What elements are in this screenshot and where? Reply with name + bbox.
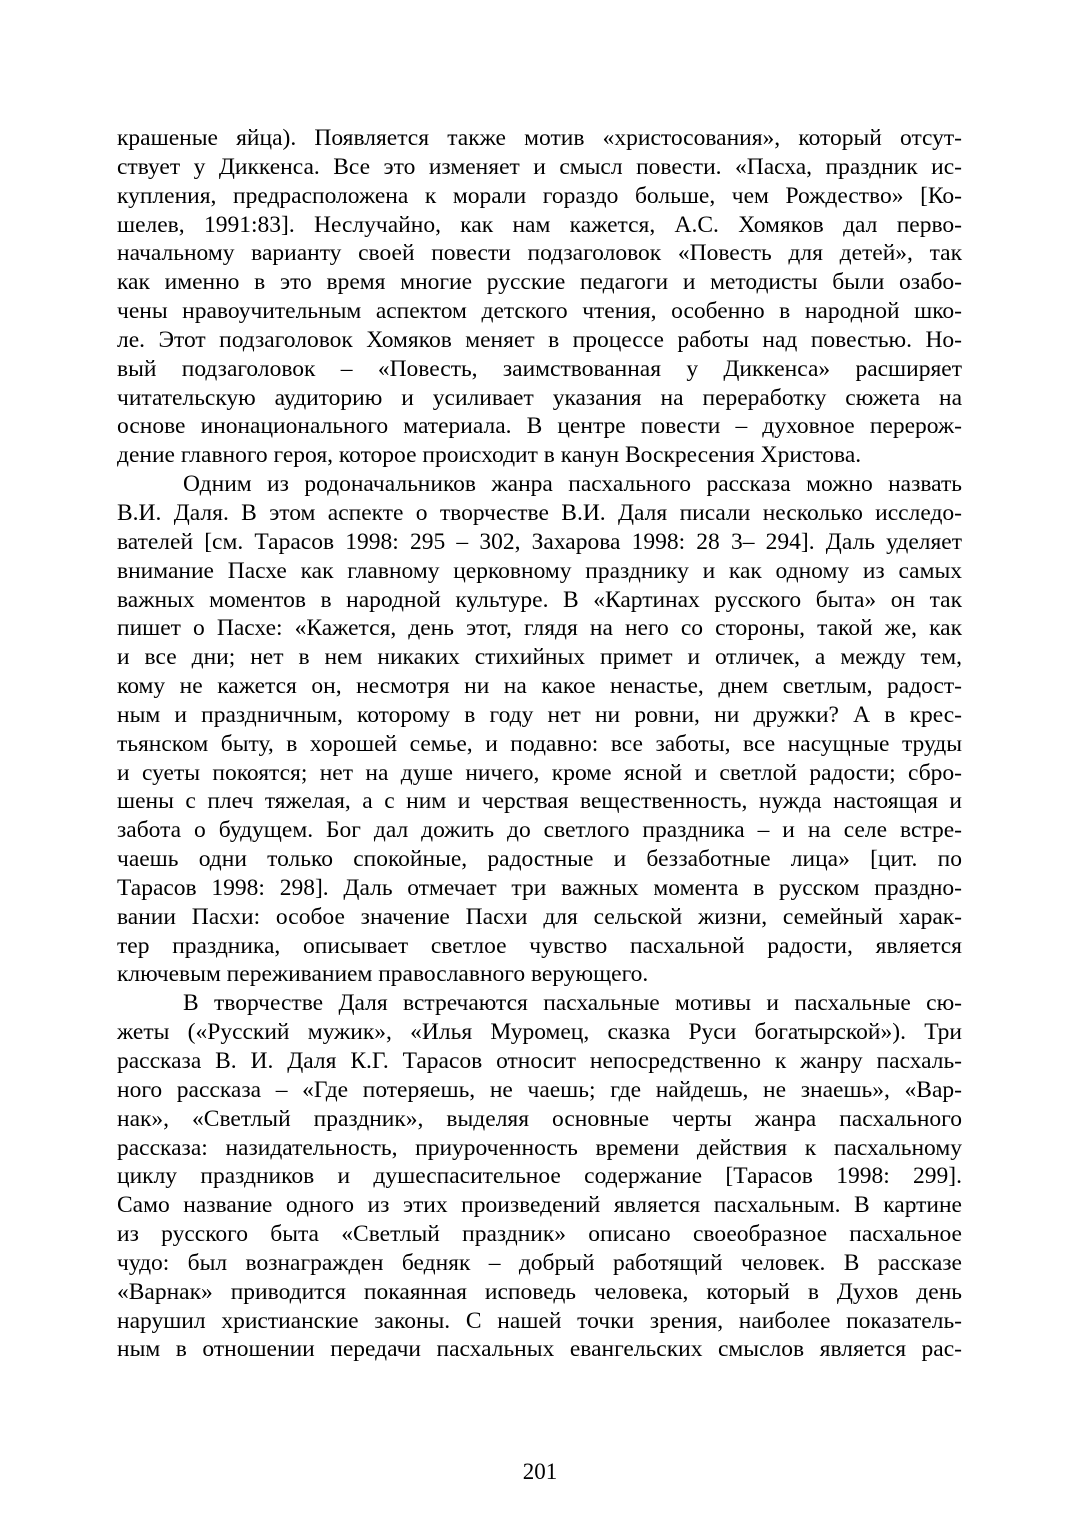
text-line: вании Пасхи: особое значение Пасхи для сельской жизни, семейный харак- (117, 903, 962, 930)
text-line: ключевым переживанием православного верующего. (117, 961, 649, 988)
text-line: жеты («Русский мужик», «Илья Муромец, сказка Руси богатырской»). Три (117, 1019, 962, 1046)
text-line: и суеты покоятся; нет на душе ничего, кроме ясной и светлой радости; сбро- (117, 759, 962, 786)
text-line: крашеные яйца). Появляется также мотив «христосования», который отсут- (117, 125, 962, 151)
text-line: ным и праздничным, которому в году нет ни ровни, ни дружки? А в крес- (117, 701, 962, 728)
text-line: рассказа В. И. Даля К.Г. Тарасов относит непосредственно к жанру пасхаль- (117, 1048, 962, 1074)
text-line: внимание Пасхе как главному церковному празднику и как одному из самых (117, 557, 962, 584)
text-line: Тарасов 1998: 298]. Даль отмечает три важных момента в русском праздно- (117, 874, 962, 901)
text-line: чудо: был вознагражден бедняк – добрый работящий человек. В рассказе (117, 1249, 962, 1276)
text-line: как именно в это время многие русские педагоги и методисты были озабо- (117, 269, 962, 296)
text-line: тьянском быту, в хорошей семье, и подавно: все заботы, все насущные труды (117, 730, 962, 757)
text-line: основе инонационального материала. В центре повести – духовное перерож- (117, 413, 962, 440)
text-line: купления, предрасположена к морали гораздо больше, чем Рождество» [Ко- (117, 182, 962, 209)
text-line: чаешь одни только спокойные, радостные и беззаботные лица» [цит. по (117, 846, 962, 873)
text-line: пишет о Пасхе: «Кажется, день этот, глядя на него со стороны, такой же, как (117, 615, 962, 642)
body-text (117, 124, 962, 1364)
text-line: и все дни; нет в нем никаких стихийных примет и отличек, а между тем, (117, 644, 962, 671)
text-line: из русского быта «Светлый праздник» описано своеобразное пасхальное (117, 1221, 962, 1248)
text-line: вателей [см. Тарасов 1998: 295 – 302, Захарова 1998: 28 3– 294]. Даль уделяет (117, 528, 962, 555)
text-line: рассказа: назидательность, приуроченность времени действия к пасхальному (117, 1134, 962, 1161)
text-line: тер праздника, описывает светлое чувство пасхальной радости, является (117, 932, 962, 959)
text-line: ным в отношении передачи пасхальных евангельских смыслов является рас- (117, 1336, 962, 1363)
text-line: забота о будущем. Бог дал дожить до светлого праздника – и на селе встре- (117, 817, 962, 844)
text-line: шены с плеч тяжелая, а с ним и черствая вещественность, нужда настоящая и (117, 788, 962, 815)
text-line: кому не кажется он, несмотря ни на какое ненастье, днем светлым, радост- (117, 673, 962, 700)
text-line: чены нравоучительным аспектом детского чтения, особенно в народной шко- (117, 298, 962, 325)
text-line: нарушил христианские законы. С нашей точки зрения, наиболее показатель- (117, 1307, 962, 1334)
text-line: читательскую аудиторию и усиливает указания на переработку сюжета на (117, 384, 962, 411)
text-line: начальному варианту своей повести подзаголовок «Повесть для детей», так (117, 240, 962, 267)
text-line: ле. Этот подзаголовок Хомяков меняет в процессе работы над повестью. Но- (117, 326, 962, 353)
text-line: циклу праздников и душеспасительное содержание [Тарасов 1998: 299]. (117, 1163, 962, 1190)
paragraph-start-line: Одним из родоначальников жанра пасхального рассказа можно назвать (183, 471, 962, 498)
text-line: ствует у Диккенса. Все это изменяет и смысл повести. «Пасха, праздник ис- (117, 153, 962, 180)
text-line: ного рассказа – «Где потеряешь, не чаешь; где найдешь, не знаешь», «Вар- (117, 1076, 962, 1103)
text-line: важных моментов в народной культуре. В «Картинах русского быта» он так (117, 586, 962, 613)
paragraph-start-line: В творчестве Даля встречаются пасхальные мотивы и пасхальные сю- (183, 990, 962, 1017)
page-number: 201 (522, 1459, 558, 1484)
text-line: шелев, 1991:83]. Неслучайно, как нам кажется, А.С. Хомяков дал перво- (117, 211, 962, 238)
text-line: В.И. Даля. В этом аспекте о творчестве В.И. Даля писали несколько исследо- (117, 499, 962, 526)
text-line: Само название одного из этих произведений является пасхальным. В картине (117, 1192, 962, 1219)
text-line: «Варнак» приводится покаянная исповедь человека, который в Духов день (117, 1278, 962, 1305)
text-line: нак», «Светлый праздник», выделяя основные черты жанра пасхального (117, 1105, 962, 1132)
text-line: вый подзаголовок – «Повесть, заимствованная у Диккенса» расширяет (117, 355, 962, 382)
text-line: дение главного героя, которое происходит в канун Воскресения Христова. (117, 442, 862, 469)
